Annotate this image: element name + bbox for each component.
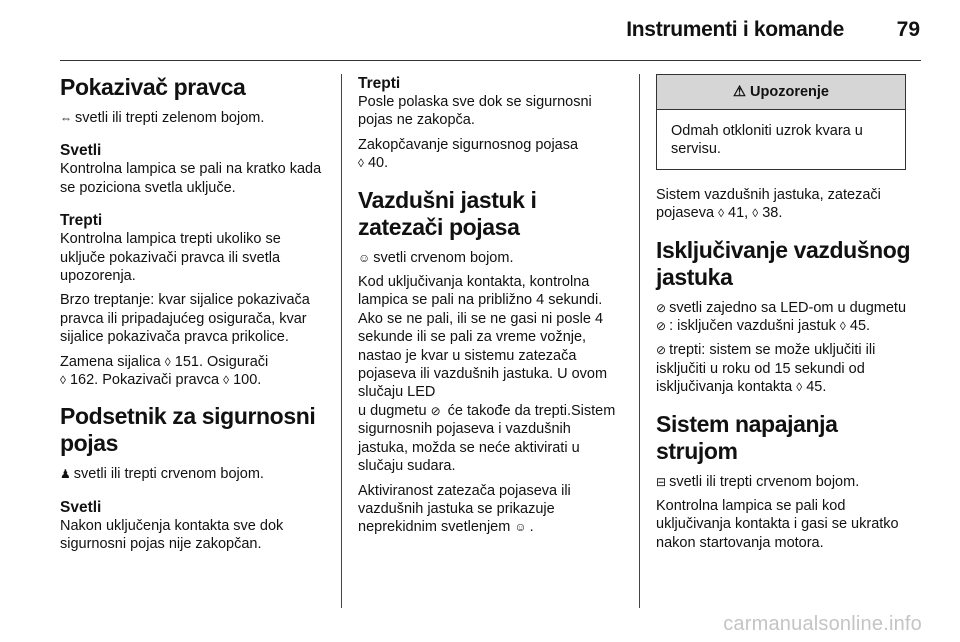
page-header (0, 0, 960, 60)
airbag-off-icon: ⊘ (656, 343, 667, 358)
turn-signal-icon: ⇔ (60, 111, 72, 125)
section-title-turn-signal: Pokazivač pravca (60, 74, 246, 100)
subsection-svetli-1 (60, 141, 322, 197)
seatbelt-icon: ♟ (60, 467, 71, 482)
subsection-trepti-1 (60, 211, 322, 389)
paragraph: ⊘ trepti: sistem se može uključiti ili isključiti u roku od 15 sekundi od isključivanja kontakta ◊ 45. (656, 342, 876, 396)
section-airbag (358, 187, 620, 537)
paragraph: ⊘ svetli zajedno sa LED-om u dugmetu ⊘ : isključen vazdušni jastuk ◊ 45. (656, 299, 907, 335)
paragraph-references: Zamena sijalica ◊ 151. Osigurači ◊ 162. Pokazivači pravca ◊ 100. (60, 353, 269, 389)
battery-icon: ⊟ (656, 474, 667, 489)
section-title-charging-system: Sistem napajanja strujom (656, 410, 838, 464)
paragraph: Posle polaska sve dok se sigurnosni pojas ne zakopča. (358, 94, 592, 129)
reference-icon: ◊ (718, 206, 725, 221)
watermark: carmanualsonline.info (723, 613, 922, 635)
section-title-airbag: Vazdušni jastuk i zatezači pojasa (358, 186, 537, 240)
section-title-airbag-deactivation: Isključivanje vazdušnog jastuka (656, 236, 911, 290)
reference-icon: ◊ (796, 380, 803, 395)
airbag-off-icon: ⊘ (656, 300, 667, 315)
airbag-intro: svetli crvenom bojom. (373, 249, 514, 266)
warning-title: Upozorenje (750, 84, 829, 100)
reference-icon: ◊ (60, 373, 66, 388)
paragraph: Kontrolna lampica se pali na kratko kada se poziciona svetla uključe. (60, 161, 322, 196)
subsection-trepti-2 (358, 74, 620, 173)
reference-icon: ◊ (223, 373, 230, 388)
column-divider-2 (639, 74, 640, 608)
paragraph: Kod uključivanja kontakta, kontrolna lampica se pali na približno 4 sekundi. Ako se ne pali, ili se ne gasi ni posle 4 sekunde ili se pali za vreme vožnje, nastao je kvar u sistemu zatezača pojaseva ili vazdušnih jastuka. U ovom slučaju LED u dugmetu ⊘ će takođe da trepti.Sistem sigurnosnih pojaseva i vazdušnih jastuka, možda se neće aktivirati u slučaju sudara. (358, 274, 616, 475)
paragraph: Kontrolna lampica se pali kod uključivanja kontakta i gasi se ukratko nakon startovanja motora. (656, 498, 899, 551)
warning-header (657, 75, 905, 110)
subsection-svetli-2 (60, 498, 322, 554)
paragraph: Kontrolna lampica trepti ukoliko se uključe pokazivači pravca ili svetla upozorenja. (60, 231, 281, 285)
column-2 (358, 74, 620, 551)
section-title-seatbelt: Podsetnik za sigurnosni pojas (60, 403, 316, 457)
seatbelt-intro: svetli ili trepti crvenom bojom. (73, 466, 264, 483)
subheading-svetli: Svetli (60, 142, 102, 160)
page-number: 79 (896, 18, 920, 41)
charging-intro: svetli ili trepti crvenom bojom. (669, 473, 860, 490)
reference-icon: ◊ (839, 319, 846, 334)
paragraph: Brzo treptanje: kvar sijalice pokazivača pravca ili pripadajućeg osigurača, kvar sijalice pokazivača pravca prikolice. (60, 292, 310, 346)
column-1 (60, 74, 322, 568)
turn-signal-intro: svetli ili trepti zelenom bojom. (75, 110, 265, 126)
subheading-trepti: Trepti (60, 212, 103, 230)
airbag-icon: ☺ (514, 520, 527, 535)
paragraph-references: Sistem vazdušnih jastuka, zatezači pojaseva ◊ 41, ◊ 38. (656, 186, 881, 222)
page-header-title: Instrumenti i komande (626, 18, 844, 41)
airbag-system-refs (656, 186, 920, 223)
paragraph: Nakon uključenja kontakta sve dok sigurnosni pojas nije zakopčan. (60, 517, 284, 553)
reference-icon: ◊ (358, 156, 364, 171)
reference-icon: ◊ (752, 206, 759, 221)
subheading-svetli: Svetli (60, 498, 102, 516)
paragraph: Aktiviranost zatezača pojaseva ili vazdušnih jastuka se prikazuje neprekidnim svetlenjem ☺ . (358, 482, 571, 536)
warning-icon: ⚠ (733, 84, 746, 100)
warning-box (656, 74, 906, 170)
section-turn-signal (60, 74, 322, 127)
column-divider-1 (341, 74, 342, 608)
section-airbag-deactivation (656, 237, 920, 397)
warning-text: Odmah otkloniti uzrok kvara u servisu. (671, 123, 863, 158)
paragraph-references: Zakopčavanje sigurnosnog pojasa ◊ 40. (358, 136, 579, 172)
column-3 (656, 74, 920, 566)
airbag-icon: ☺ (358, 250, 371, 265)
reference-icon: ◊ (164, 354, 171, 369)
airbag-off-icon: ⊘ (656, 319, 667, 334)
section-seatbelt-reminder (60, 403, 322, 483)
subheading-trepti: Trepti (358, 75, 401, 92)
airbag-off-icon: ⊘ (430, 403, 441, 418)
section-charging-system (656, 411, 920, 553)
header-rule (60, 60, 921, 61)
